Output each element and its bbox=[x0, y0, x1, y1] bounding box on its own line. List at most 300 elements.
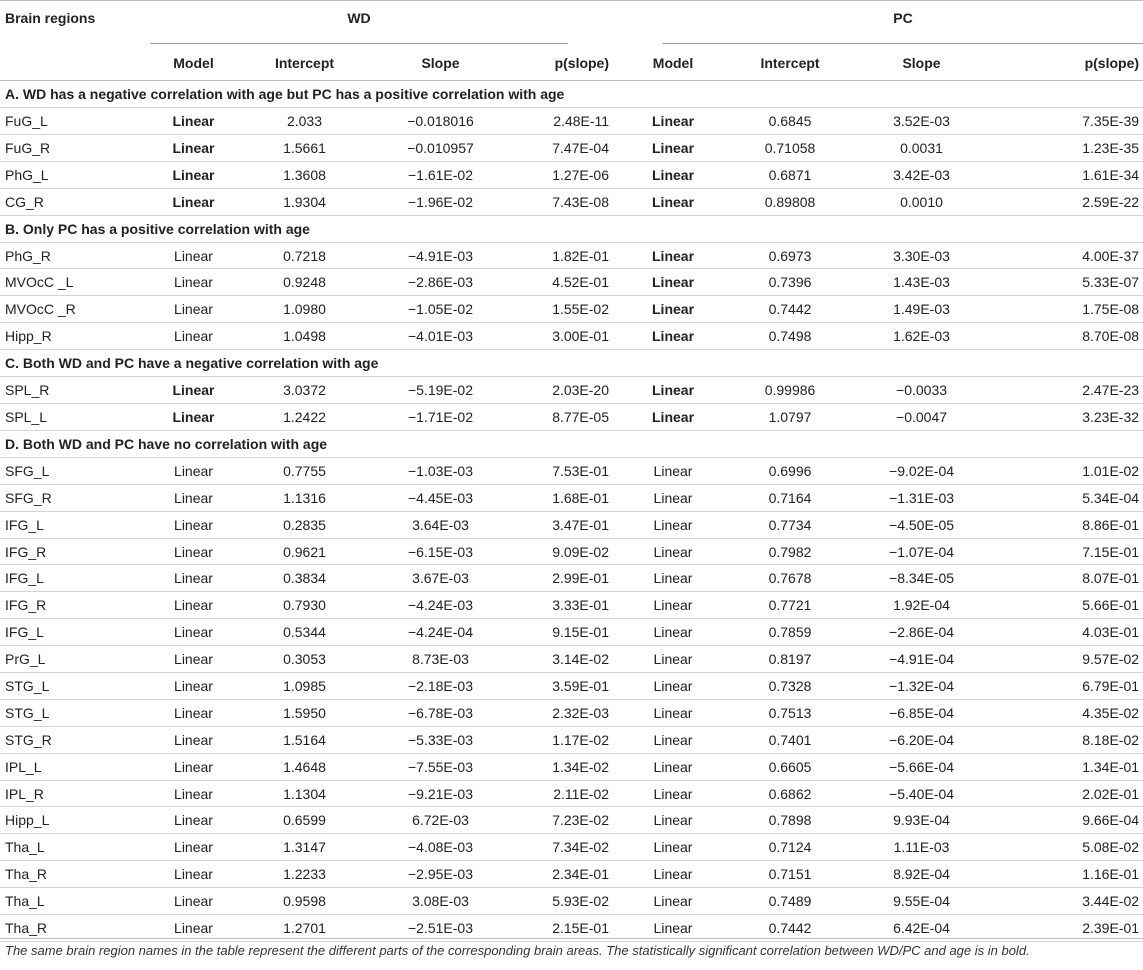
cell-pc-pslope: 4.00E-37 bbox=[996, 242, 1143, 269]
cell-pc-intercept: 0.7513 bbox=[733, 699, 847, 726]
cell-pc-intercept: 0.7734 bbox=[733, 511, 847, 538]
cell-pc-pslope: 5.33E-07 bbox=[996, 269, 1143, 296]
cell-pc-model: Linear bbox=[613, 807, 733, 834]
cell-wd-model: Linear bbox=[150, 134, 237, 161]
cell-wd-slope: −4.08E-03 bbox=[372, 834, 509, 861]
cell-region: SFG_L bbox=[0, 457, 150, 484]
table-row bbox=[0, 726, 1143, 753]
bottom-rule bbox=[0, 938, 1143, 939]
cell-wd-intercept: 1.1316 bbox=[237, 484, 372, 511]
cell-wd-model: Linear bbox=[150, 565, 237, 592]
table-row bbox=[0, 108, 1143, 135]
cell-pc-slope: −1.07E-04 bbox=[847, 538, 996, 565]
section-title: B. Only PC has a positive correlation with age bbox=[0, 215, 1143, 242]
cell-wd-slope: −2.95E-03 bbox=[372, 861, 509, 888]
table-row bbox=[0, 592, 1143, 619]
cell-pc-model: Linear bbox=[613, 834, 733, 861]
cell-wd-slope: 3.08E-03 bbox=[372, 888, 509, 915]
cell-wd-model: Linear bbox=[150, 323, 237, 350]
cell-wd-intercept: 0.7930 bbox=[237, 592, 372, 619]
cell-pc-intercept: 0.7442 bbox=[733, 296, 847, 323]
cell-wd-intercept: 1.0498 bbox=[237, 323, 372, 350]
cell-wd-model: Linear bbox=[150, 646, 237, 673]
cell-region: SFG_R bbox=[0, 484, 150, 511]
cell-pc-slope: 8.92E-04 bbox=[847, 861, 996, 888]
cell-wd-pslope: 2.34E-01 bbox=[509, 861, 613, 888]
cell-pc-slope: −8.34E-05 bbox=[847, 565, 996, 592]
cell-pc-model: Linear bbox=[613, 565, 733, 592]
cell-wd-model: Linear bbox=[150, 592, 237, 619]
cell-pc-model: Linear bbox=[613, 377, 733, 404]
cell-pc-intercept: 0.7898 bbox=[733, 807, 847, 834]
cell-pc-pslope: 9.57E-02 bbox=[996, 646, 1143, 673]
col-header-pc-intercept: Intercept bbox=[733, 45, 847, 81]
cell-pc-slope: −4.91E-04 bbox=[847, 646, 996, 673]
cell-wd-intercept: 1.3608 bbox=[237, 161, 372, 188]
cell-wd-model: Linear bbox=[150, 834, 237, 861]
cell-pc-slope: −5.40E-04 bbox=[847, 780, 996, 807]
cell-pc-pslope: 2.02E-01 bbox=[996, 780, 1143, 807]
cell-pc-intercept: 0.7442 bbox=[733, 915, 847, 942]
cell-region: Tha_L bbox=[0, 888, 150, 915]
table-row bbox=[0, 269, 1143, 296]
cell-pc-intercept: 0.6862 bbox=[733, 780, 847, 807]
cell-pc-model: Linear bbox=[613, 915, 733, 942]
cell-wd-model: Linear bbox=[150, 753, 237, 780]
cell-wd-slope: −4.01E-03 bbox=[372, 323, 509, 350]
cell-pc-pslope: 8.86E-01 bbox=[996, 511, 1143, 538]
cell-pc-intercept: 0.8197 bbox=[733, 646, 847, 673]
cell-pc-slope: −6.85E-04 bbox=[847, 699, 996, 726]
cell-pc-intercept: 0.7982 bbox=[733, 538, 847, 565]
cell-pc-slope: 3.42E-03 bbox=[847, 161, 996, 188]
cell-wd-model: Linear bbox=[150, 807, 237, 834]
cell-region: STG_L bbox=[0, 673, 150, 700]
section-title: D. Both WD and PC have no correlation with age bbox=[0, 430, 1143, 457]
cell-pc-model: Linear bbox=[613, 108, 733, 135]
cell-wd-model: Linear bbox=[150, 538, 237, 565]
cell-wd-pslope: 7.53E-01 bbox=[509, 457, 613, 484]
cell-region: FuG_R bbox=[0, 134, 150, 161]
cell-wd-intercept: 2.033 bbox=[237, 108, 372, 135]
cell-pc-pslope: 7.35E-39 bbox=[996, 108, 1143, 135]
cell-wd-pslope: 3.14E-02 bbox=[509, 646, 613, 673]
table-row bbox=[0, 377, 1143, 404]
cell-wd-slope: −5.19E-02 bbox=[372, 377, 509, 404]
cell-pc-model: Linear bbox=[613, 619, 733, 646]
cell-pc-pslope: 2.39E-01 bbox=[996, 915, 1143, 942]
section-row bbox=[0, 215, 1143, 242]
cell-wd-model: Linear bbox=[150, 915, 237, 942]
cell-wd-pslope: 2.15E-01 bbox=[509, 915, 613, 942]
table-row bbox=[0, 296, 1143, 323]
cell-wd-intercept: 0.9248 bbox=[237, 269, 372, 296]
section-title: C. Both WD and PC have a negative correlation with age bbox=[0, 350, 1143, 377]
cell-wd-slope: −1.71E-02 bbox=[372, 404, 509, 431]
table-body bbox=[0, 81, 1143, 942]
cell-region: IFG_R bbox=[0, 538, 150, 565]
cell-wd-intercept: 0.3834 bbox=[237, 565, 372, 592]
cell-pc-slope: 1.92E-04 bbox=[847, 592, 996, 619]
cell-region: SPL_L bbox=[0, 404, 150, 431]
cell-pc-model: Linear bbox=[613, 780, 733, 807]
table-footnote: The same brain region names in the table represent the different parts of the corresponding brain areas. The statistically significant correlation between WD/PC and age is in bold. bbox=[5, 943, 1030, 958]
cell-pc-slope: −0.0033 bbox=[847, 377, 996, 404]
cell-pc-model: Linear bbox=[613, 673, 733, 700]
table-row bbox=[0, 619, 1143, 646]
cell-pc-pslope: 3.23E-32 bbox=[996, 404, 1143, 431]
cell-wd-pslope: 7.23E-02 bbox=[509, 807, 613, 834]
cell-pc-intercept: 0.6605 bbox=[733, 753, 847, 780]
cell-wd-pslope: 2.48E-11 bbox=[509, 108, 613, 135]
section-row bbox=[0, 350, 1143, 377]
cell-pc-intercept: 1.0797 bbox=[733, 404, 847, 431]
cell-region: FuG_L bbox=[0, 108, 150, 135]
cell-wd-slope: −0.018016 bbox=[372, 108, 509, 135]
cell-wd-slope: −2.51E-03 bbox=[372, 915, 509, 942]
cell-pc-slope: −5.66E-04 bbox=[847, 753, 996, 780]
cell-wd-intercept: 0.5344 bbox=[237, 619, 372, 646]
cell-pc-slope: 9.55E-04 bbox=[847, 888, 996, 915]
cell-pc-model: Linear bbox=[613, 269, 733, 296]
cell-wd-model: Linear bbox=[150, 404, 237, 431]
cell-region: PhG_R bbox=[0, 242, 150, 269]
cell-wd-slope: 3.67E-03 bbox=[372, 565, 509, 592]
col-header-pc-model: Model bbox=[613, 45, 733, 81]
cell-pc-model: Linear bbox=[613, 134, 733, 161]
cell-wd-intercept: 1.5661 bbox=[237, 134, 372, 161]
cell-wd-intercept: 0.9621 bbox=[237, 538, 372, 565]
cell-pc-intercept: 0.71058 bbox=[733, 134, 847, 161]
cell-wd-slope: −4.45E-03 bbox=[372, 484, 509, 511]
cell-wd-pslope: 9.09E-02 bbox=[509, 538, 613, 565]
cell-pc-pslope: 8.18E-02 bbox=[996, 726, 1143, 753]
cell-wd-model: Linear bbox=[150, 242, 237, 269]
cell-pc-model: Linear bbox=[613, 242, 733, 269]
cell-pc-pslope: 9.66E-04 bbox=[996, 807, 1143, 834]
cell-pc-model: Linear bbox=[613, 484, 733, 511]
cell-wd-model: Linear bbox=[150, 619, 237, 646]
cell-wd-model: Linear bbox=[150, 673, 237, 700]
col-header-pc-pslope: p(slope) bbox=[996, 45, 1143, 81]
cell-wd-model: Linear bbox=[150, 484, 237, 511]
cell-pc-model: Linear bbox=[613, 699, 733, 726]
cell-wd-pslope: 2.03E-20 bbox=[509, 377, 613, 404]
cell-pc-slope: −1.31E-03 bbox=[847, 484, 996, 511]
cell-region: IFG_L bbox=[0, 511, 150, 538]
cell-wd-slope: −5.33E-03 bbox=[372, 726, 509, 753]
cell-pc-intercept: 0.7328 bbox=[733, 673, 847, 700]
cell-pc-pslope: 1.16E-01 bbox=[996, 861, 1143, 888]
cell-pc-pslope: 8.70E-08 bbox=[996, 323, 1143, 350]
cell-wd-intercept: 0.7218 bbox=[237, 242, 372, 269]
cell-pc-intercept: 0.7859 bbox=[733, 619, 847, 646]
cell-wd-intercept: 1.5164 bbox=[237, 726, 372, 753]
table-row bbox=[0, 511, 1143, 538]
cell-wd-intercept: 1.2422 bbox=[237, 404, 372, 431]
cell-pc-intercept: 0.6996 bbox=[733, 457, 847, 484]
cell-wd-intercept: 0.2835 bbox=[237, 511, 372, 538]
cell-wd-pslope: 9.15E-01 bbox=[509, 619, 613, 646]
cell-pc-pslope: 2.47E-23 bbox=[996, 377, 1143, 404]
cell-wd-model: Linear bbox=[150, 188, 237, 215]
cell-wd-pslope: 1.55E-02 bbox=[509, 296, 613, 323]
cell-pc-pslope: 6.79E-01 bbox=[996, 673, 1143, 700]
cell-wd-intercept: 1.0985 bbox=[237, 673, 372, 700]
cell-pc-pslope: 1.01E-02 bbox=[996, 457, 1143, 484]
cell-wd-slope: −1.05E-02 bbox=[372, 296, 509, 323]
cell-pc-slope: −9.02E-04 bbox=[847, 457, 996, 484]
cell-pc-model: Linear bbox=[613, 753, 733, 780]
cell-region: Tha_R bbox=[0, 915, 150, 942]
cell-wd-pslope: 3.00E-01 bbox=[509, 323, 613, 350]
cell-pc-intercept: 0.7678 bbox=[733, 565, 847, 592]
cell-pc-pslope: 2.59E-22 bbox=[996, 188, 1143, 215]
cell-pc-slope: −4.50E-05 bbox=[847, 511, 996, 538]
cell-wd-slope: 8.73E-03 bbox=[372, 646, 509, 673]
cell-pc-slope: −2.86E-04 bbox=[847, 619, 996, 646]
col-header-wd-pslope: p(slope) bbox=[509, 45, 613, 81]
section-title: A. WD has a negative correlation with age but PC has a positive correlation with age bbox=[0, 81, 1143, 108]
cell-wd-intercept: 1.5950 bbox=[237, 699, 372, 726]
cell-pc-model: Linear bbox=[613, 457, 733, 484]
cell-wd-pslope: 1.82E-01 bbox=[509, 242, 613, 269]
cell-wd-pslope: 4.52E-01 bbox=[509, 269, 613, 296]
cell-wd-intercept: 1.4648 bbox=[237, 753, 372, 780]
cell-wd-intercept: 0.7755 bbox=[237, 457, 372, 484]
cell-pc-intercept: 0.7164 bbox=[733, 484, 847, 511]
cell-wd-intercept: 1.1304 bbox=[237, 780, 372, 807]
cell-region: Tha_R bbox=[0, 861, 150, 888]
cell-region: SPL_R bbox=[0, 377, 150, 404]
table-row bbox=[0, 161, 1143, 188]
table-row bbox=[0, 565, 1143, 592]
cell-pc-model: Linear bbox=[613, 861, 733, 888]
cell-wd-slope: −0.010957 bbox=[372, 134, 509, 161]
cell-wd-slope: −1.61E-02 bbox=[372, 161, 509, 188]
cell-pc-slope: 0.0010 bbox=[847, 188, 996, 215]
cell-wd-slope: −2.18E-03 bbox=[372, 673, 509, 700]
cell-wd-model: Linear bbox=[150, 511, 237, 538]
cell-wd-model: Linear bbox=[150, 699, 237, 726]
cell-pc-intercept: 0.7489 bbox=[733, 888, 847, 915]
cell-wd-intercept: 3.0372 bbox=[237, 377, 372, 404]
cell-wd-intercept: 1.9304 bbox=[237, 188, 372, 215]
cell-wd-intercept: 1.2701 bbox=[237, 915, 372, 942]
cell-pc-model: Linear bbox=[613, 888, 733, 915]
cell-wd-pslope: 7.47E-04 bbox=[509, 134, 613, 161]
cell-pc-pslope: 4.35E-02 bbox=[996, 699, 1143, 726]
cell-wd-pslope: 1.34E-02 bbox=[509, 753, 613, 780]
cell-wd-pslope: 3.47E-01 bbox=[509, 511, 613, 538]
cell-region: Tha_L bbox=[0, 834, 150, 861]
cell-wd-model: Linear bbox=[150, 296, 237, 323]
cell-pc-model: Linear bbox=[613, 538, 733, 565]
cell-wd-slope: −7.55E-03 bbox=[372, 753, 509, 780]
cell-pc-pslope: 3.44E-02 bbox=[996, 888, 1143, 915]
cell-pc-intercept: 0.89808 bbox=[733, 188, 847, 215]
cell-wd-slope: −4.24E-04 bbox=[372, 619, 509, 646]
table-row bbox=[0, 404, 1143, 431]
cell-pc-intercept: 0.7396 bbox=[733, 269, 847, 296]
cell-pc-pslope: 7.15E-01 bbox=[996, 538, 1143, 565]
cell-pc-slope: −6.20E-04 bbox=[847, 726, 996, 753]
cell-wd-slope: −4.91E-03 bbox=[372, 242, 509, 269]
cell-wd-model: Linear bbox=[150, 457, 237, 484]
cell-pc-pslope: 1.23E-35 bbox=[996, 134, 1143, 161]
cell-pc-intercept: 0.7721 bbox=[733, 592, 847, 619]
cell-pc-slope: 0.0031 bbox=[847, 134, 996, 161]
col-header-wd-model: Model bbox=[150, 45, 237, 81]
table-row bbox=[0, 753, 1143, 780]
cell-wd-pslope: 1.68E-01 bbox=[509, 484, 613, 511]
cell-pc-pslope: 8.07E-01 bbox=[996, 565, 1143, 592]
cell-pc-model: Linear bbox=[613, 404, 733, 431]
cell-wd-slope: −6.15E-03 bbox=[372, 538, 509, 565]
cell-wd-intercept: 1.3147 bbox=[237, 834, 372, 861]
table-row bbox=[0, 834, 1143, 861]
cell-wd-slope: −1.03E-03 bbox=[372, 457, 509, 484]
cell-pc-intercept: 0.6871 bbox=[733, 161, 847, 188]
section-row bbox=[0, 81, 1143, 108]
cell-region: IPL_L bbox=[0, 753, 150, 780]
cell-pc-slope: 1.49E-03 bbox=[847, 296, 996, 323]
cell-pc-intercept: 0.7151 bbox=[733, 861, 847, 888]
cell-pc-slope: 1.62E-03 bbox=[847, 323, 996, 350]
table-row bbox=[0, 242, 1143, 269]
cell-pc-pslope: 5.08E-02 bbox=[996, 834, 1143, 861]
cell-pc-model: Linear bbox=[613, 592, 733, 619]
table-row bbox=[0, 188, 1143, 215]
cell-wd-pslope: 2.32E-03 bbox=[509, 699, 613, 726]
table-row bbox=[0, 699, 1143, 726]
table-row bbox=[0, 457, 1143, 484]
cell-wd-pslope: 8.77E-05 bbox=[509, 404, 613, 431]
cell-pc-model: Linear bbox=[613, 296, 733, 323]
cell-pc-slope: 3.52E-03 bbox=[847, 108, 996, 135]
cell-wd-intercept: 1.0980 bbox=[237, 296, 372, 323]
cell-wd-intercept: 1.2233 bbox=[237, 861, 372, 888]
cell-pc-intercept: 0.6973 bbox=[733, 242, 847, 269]
cell-region: IPL_R bbox=[0, 780, 150, 807]
cell-pc-pslope: 5.34E-04 bbox=[996, 484, 1143, 511]
cell-wd-model: Linear bbox=[150, 888, 237, 915]
cell-wd-pslope: 2.99E-01 bbox=[509, 565, 613, 592]
cell-pc-slope: 9.93E-04 bbox=[847, 807, 996, 834]
table-row bbox=[0, 673, 1143, 700]
cell-pc-intercept: 0.99986 bbox=[733, 377, 847, 404]
cell-wd-model: Linear bbox=[150, 377, 237, 404]
cell-wd-intercept: 0.6599 bbox=[237, 807, 372, 834]
cell-wd-pslope: 2.11E-02 bbox=[509, 780, 613, 807]
cell-pc-model: Linear bbox=[613, 188, 733, 215]
top-rule bbox=[0, 0, 1143, 1]
cell-wd-slope: −4.24E-03 bbox=[372, 592, 509, 619]
cell-pc-pslope: 5.66E-01 bbox=[996, 592, 1143, 619]
cell-wd-intercept: 0.9598 bbox=[237, 888, 372, 915]
table-row bbox=[0, 780, 1143, 807]
cell-pc-intercept: 0.6845 bbox=[733, 108, 847, 135]
cell-region: IFG_L bbox=[0, 565, 150, 592]
cell-pc-slope: 1.43E-03 bbox=[847, 269, 996, 296]
cell-wd-slope: −6.78E-03 bbox=[372, 699, 509, 726]
cell-pc-intercept: 0.7401 bbox=[733, 726, 847, 753]
cell-wd-model: Linear bbox=[150, 161, 237, 188]
table-header bbox=[0, 0, 1143, 81]
cell-pc-pslope: 1.61E-34 bbox=[996, 161, 1143, 188]
cell-region: CG_R bbox=[0, 188, 150, 215]
col-header-wd-intercept: Intercept bbox=[237, 45, 372, 81]
cell-region: IFG_R bbox=[0, 592, 150, 619]
cell-wd-model: Linear bbox=[150, 780, 237, 807]
cell-region: Hipp_R bbox=[0, 323, 150, 350]
cell-region: PhG_L bbox=[0, 161, 150, 188]
cell-pc-model: Linear bbox=[613, 161, 733, 188]
cell-wd-intercept: 0.3053 bbox=[237, 646, 372, 673]
cell-wd-model: Linear bbox=[150, 726, 237, 753]
table-row bbox=[0, 538, 1143, 565]
cell-wd-pslope: 3.59E-01 bbox=[509, 673, 613, 700]
cell-wd-model: Linear bbox=[150, 861, 237, 888]
cell-pc-slope: 3.30E-03 bbox=[847, 242, 996, 269]
table-row bbox=[0, 484, 1143, 511]
table-row bbox=[0, 646, 1143, 673]
cell-wd-pslope: 1.17E-02 bbox=[509, 726, 613, 753]
cell-wd-slope: −2.86E-03 bbox=[372, 269, 509, 296]
cell-pc-pslope: 1.75E-08 bbox=[996, 296, 1143, 323]
cell-wd-model: Linear bbox=[150, 108, 237, 135]
col-header-pc-slope: Slope bbox=[847, 45, 996, 81]
cell-wd-slope: −1.96E-02 bbox=[372, 188, 509, 215]
col-header-wd-slope: Slope bbox=[372, 45, 509, 81]
cell-region: PrG_L bbox=[0, 646, 150, 673]
cell-wd-pslope: 7.43E-08 bbox=[509, 188, 613, 215]
cell-region: MVOcC _R bbox=[0, 296, 150, 323]
cell-region: STG_L bbox=[0, 699, 150, 726]
cell-wd-slope: 6.72E-03 bbox=[372, 807, 509, 834]
cell-wd-slope: 3.64E-03 bbox=[372, 511, 509, 538]
cell-region: IFG_L bbox=[0, 619, 150, 646]
corner-header: Brain regions bbox=[5, 10, 96, 26]
table-row bbox=[0, 323, 1143, 350]
cell-pc-intercept: 0.7498 bbox=[733, 323, 847, 350]
table-row bbox=[0, 861, 1143, 888]
cell-region: STG_R bbox=[0, 726, 150, 753]
cell-wd-pslope: 1.27E-06 bbox=[509, 161, 613, 188]
cell-region: MVOcC _L bbox=[0, 269, 150, 296]
table-row bbox=[0, 134, 1143, 161]
cell-wd-slope: −9.21E-03 bbox=[372, 780, 509, 807]
cell-pc-pslope: 4.03E-01 bbox=[996, 619, 1143, 646]
cell-pc-model: Linear bbox=[613, 646, 733, 673]
cell-pc-model: Linear bbox=[613, 323, 733, 350]
cell-pc-pslope: 1.34E-01 bbox=[996, 753, 1143, 780]
group-header-wd: WD bbox=[150, 10, 568, 44]
cell-pc-slope: 1.11E-03 bbox=[847, 834, 996, 861]
cell-pc-slope: −0.0047 bbox=[847, 404, 996, 431]
cell-region: Hipp_L bbox=[0, 807, 150, 834]
cell-wd-pslope: 7.34E-02 bbox=[509, 834, 613, 861]
section-row bbox=[0, 430, 1143, 457]
group-header-pc: PC bbox=[663, 10, 1143, 44]
cell-pc-slope: −1.32E-04 bbox=[847, 673, 996, 700]
table-row bbox=[0, 888, 1143, 915]
cell-pc-slope: 6.42E-04 bbox=[847, 915, 996, 942]
cell-wd-pslope: 5.93E-02 bbox=[509, 888, 613, 915]
cell-pc-model: Linear bbox=[613, 726, 733, 753]
cell-wd-pslope: 3.33E-01 bbox=[509, 592, 613, 619]
cell-pc-model: Linear bbox=[613, 511, 733, 538]
